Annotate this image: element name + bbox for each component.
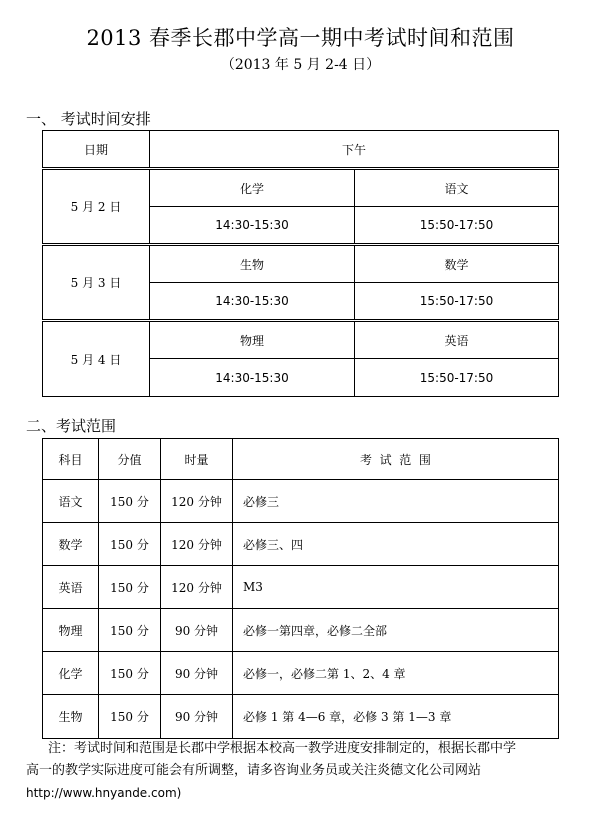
score-column-header: 分值 (99, 439, 161, 480)
subject-cell: 化学 (43, 652, 99, 695)
table-row (43, 523, 559, 566)
footnote-line: 注：考试时间和范围是长郡中学根据本校高一教学进度安排制定的，根据长郡中学 (48, 741, 517, 756)
exam-subject: 英语 (355, 321, 559, 359)
subject-cell: 物理 (43, 609, 99, 652)
table-row (43, 652, 559, 695)
score-cell: 150 分 (99, 609, 161, 652)
scope-cell: 必修 1 第 4—6 章，必修 3 第 1—3 章 (233, 695, 559, 739)
website-link[interactable]: http://www.hnyande.com) (26, 786, 182, 800)
table-row (43, 695, 559, 739)
exam-subject: 化学 (150, 169, 355, 207)
duration-cell: 90 分钟 (161, 652, 233, 695)
scope-cell: M3 (233, 566, 559, 609)
exam-time: 15:50-17:50 (355, 283, 559, 321)
duration-cell: 90 分钟 (161, 609, 233, 652)
exam-time: 15:50-17:50 (355, 359, 559, 397)
exam-date: 5 月 4 日 (43, 321, 150, 397)
exam-time: 14:30-15:30 (150, 207, 355, 245)
scope-cell: 必修一第四章，必修二全部 (233, 609, 559, 652)
table-row (43, 609, 559, 652)
scope-cell: 必修三、四 (233, 523, 559, 566)
footnote (26, 738, 586, 804)
duration-cell: 120 分钟 (161, 566, 233, 609)
subject-cell: 生物 (43, 695, 99, 739)
score-cell: 150 分 (99, 480, 161, 523)
duration-cell: 90 分钟 (161, 695, 233, 739)
score-cell: 150 分 (99, 695, 161, 739)
exam-subject: 数学 (355, 245, 559, 283)
subject-cell: 语文 (43, 480, 99, 523)
exam-subject: 生物 (150, 245, 355, 283)
scope-cell: 必修一，必修二第 1、2、4 章 (233, 652, 559, 695)
afternoon-column-header: 下午 (150, 131, 559, 169)
scope-cell: 必修三 (233, 480, 559, 523)
score-cell: 150 分 (99, 566, 161, 609)
exam-subject: 语文 (355, 169, 559, 207)
exam-time: 14:30-15:30 (150, 283, 355, 321)
exam-date: 5 月 2 日 (43, 169, 150, 245)
score-cell: 150 分 (99, 523, 161, 566)
duration-cell: 120 分钟 (161, 480, 233, 523)
exam-scope-table (42, 438, 559, 739)
duration-cell: 120 分钟 (161, 523, 233, 566)
exam-time: 14:30-15:30 (150, 359, 355, 397)
exam-subject: 物理 (150, 321, 355, 359)
table-row (43, 480, 559, 523)
subject-column-header: 科目 (43, 439, 99, 480)
section-heading-schedule: 一、 考试时间安排 (26, 110, 151, 128)
footnote-line: 高一的教学实际进度可能会有所调整，请多咨询业务员或关注炎德文化公司网站 (26, 763, 482, 778)
table-row (43, 566, 559, 609)
score-cell: 150 分 (99, 652, 161, 695)
duration-column-header: 时量 (161, 439, 233, 480)
exam-time: 15:50-17:50 (355, 207, 559, 245)
date-column-header: 日期 (43, 131, 150, 169)
exam-schedule-table (42, 130, 559, 397)
document-title: 2013 春季长郡中学高一期中考试时间和范围 (86, 26, 515, 50)
document-subtitle: （2013 年 5 月 2-4 日） (220, 57, 381, 73)
subject-cell: 数学 (43, 523, 99, 566)
scope-column-header: 考 试 范 围 (233, 439, 559, 480)
section-heading-scope: 二、考试范围 (26, 417, 117, 435)
subject-cell: 英语 (43, 566, 99, 609)
exam-date: 5 月 3 日 (43, 245, 150, 321)
